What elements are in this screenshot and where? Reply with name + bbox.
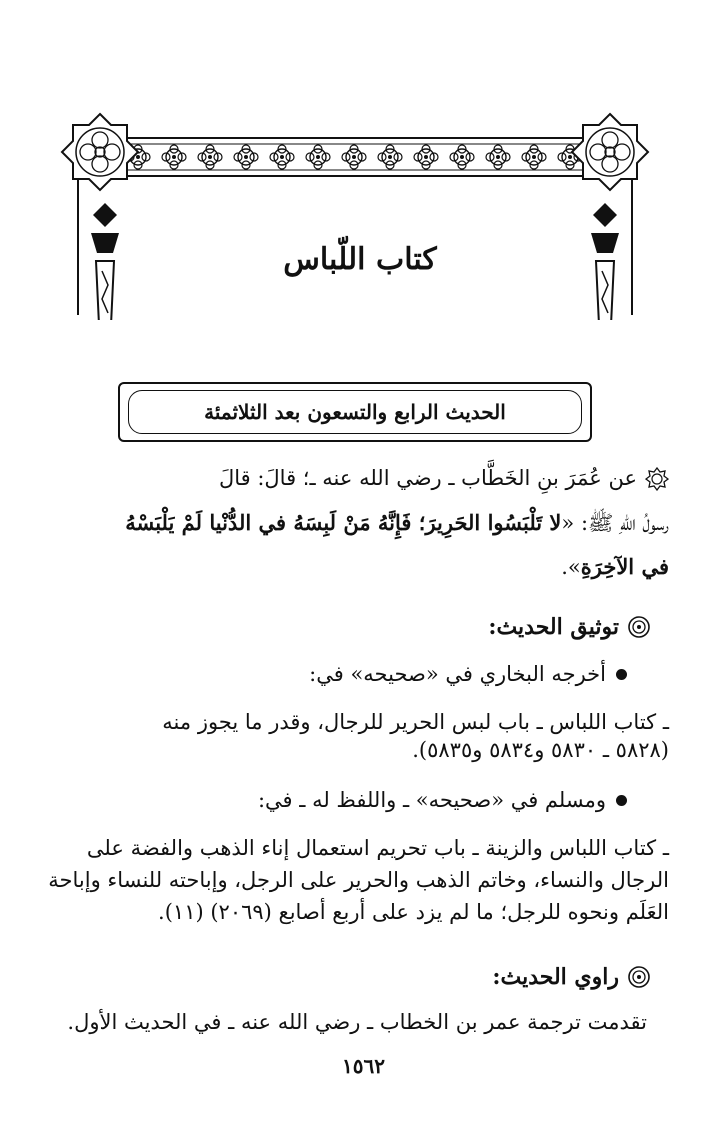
muslim-ref-line-1: ـ كتاب اللباس والزينة ـ باب تحريم استعمال إناء الذهب والفضة على: [86, 836, 669, 860]
hadith-heading: الحديث الرابع والتسعون بعد الثلاثمئة: [204, 400, 506, 424]
narrator-heading: [492, 964, 651, 990]
hadith-line-1-text: عن عُمَرَ بنِ الخَطَّاب ـ رضي الله عنه ـ؛ قالَ: قالَ: [218, 466, 637, 490]
bukhari-intro: [309, 662, 627, 686]
bullet-icon: [616, 669, 627, 680]
narrator-text: تقدمت ترجمة عمر بن الخطاب ـ رضي الله عنه ـ في الحديث الأول.: [67, 1010, 647, 1034]
hadith-line-3-suffix: ».: [561, 555, 581, 579]
narrator-heading-text: راوي الحديث:: [492, 964, 619, 990]
hadith-line-2: [125, 510, 669, 536]
chapter-title: كتاب اللّباس: [283, 242, 437, 277]
muslim-ref-line-3: العَلَم ونحوه للرجل؛ ما لم يزد على أربع أصابع (٢٠٦٩) (١١).: [158, 900, 669, 924]
bukhari-ref-line-2: (٥٨٢٨ ـ ٥٨٣٠ و٥٨٣٤ و٥٨٣٥).: [412, 738, 669, 762]
bukhari-intro-text: أخرجه البخاري في «صحيحه» في:: [309, 662, 606, 686]
page-number: ١٥٦٢: [342, 1054, 385, 1078]
hadith-line-3-quote: في الآخِرَةِ: [580, 554, 669, 579]
muslim-intro: [258, 788, 627, 812]
documentation-heading: [488, 614, 651, 640]
rosette-icon: [627, 965, 651, 989]
documentation-heading-text: توثيق الحديث:: [488, 614, 619, 640]
bullet-icon: [616, 795, 627, 806]
rosette-icon: [627, 615, 651, 639]
hadith-heading-box: [118, 382, 592, 442]
rosette-icon: [645, 467, 669, 491]
muslim-ref-line-2: الرجال والنساء، وخاتم الذهب والحرير على الرجل، وإباحته للنساء وإباحة: [48, 868, 669, 892]
muslim-intro-text: ومسلم في «صحيحه» ـ واللفظ له ـ في:: [257, 788, 606, 812]
bukhari-ref-line-1: ـ كتاب اللباس ـ باب لبس الحرير للرجال، وقدر ما يجوز منه: [162, 710, 669, 734]
hadith-line-2-quote: لا تَلْبَسُوا الحَرِيرَ؛ فَإِنَّهُ مَنْ لَبِسَهُ في الدُّنْيا لَمْ يَلْبَسْهُ: [125, 510, 562, 535]
hadith-line-2-prefix: رسولُ اللهِ ﷺ: «: [561, 511, 669, 535]
hadith-line-3: [561, 554, 669, 580]
hadith-line-1: [219, 466, 669, 491]
ornament-frame: [60, 90, 650, 320]
